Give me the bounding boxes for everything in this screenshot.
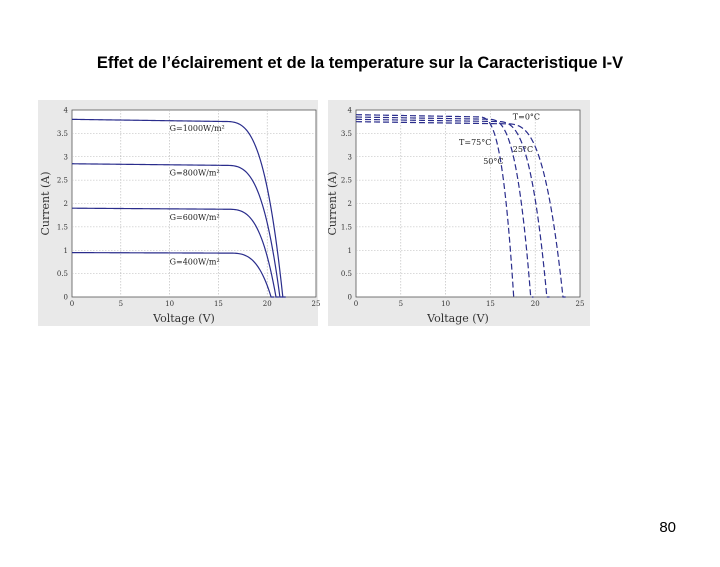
y-tick-label: 3 — [347, 153, 352, 162]
x-tick-label: 5 — [118, 300, 124, 308]
x-tick-label: 0 — [69, 300, 75, 308]
y-axis-label: Current (A) — [326, 171, 339, 236]
x-axis-label: Voltage (V) — [153, 312, 215, 325]
y-tick-label: 0.5 — [340, 270, 352, 279]
x-tick-label: 5 — [398, 300, 404, 308]
x-tick-label: 15 — [485, 300, 495, 308]
series-label-2: G=600W/m² — [169, 212, 220, 222]
y-tick-label: 0 — [63, 293, 68, 302]
iv-chart-temperature — [328, 100, 590, 326]
x-tick-label: 0 — [353, 300, 359, 308]
y-tick-label: 4 — [347, 106, 352, 115]
y-tick-label: 1 — [347, 246, 352, 255]
page-number: 80 — [659, 519, 676, 536]
x-axis-label: Voltage (V) — [427, 312, 489, 325]
y-tick-label: 1 — [63, 246, 68, 255]
series-label-0: T=75°C — [459, 138, 492, 148]
y-axis-label: Current (A) — [39, 171, 52, 236]
y-tick-label: 2 — [347, 200, 352, 208]
y-tick-label: 1.5 — [56, 223, 68, 232]
y-tick-label: 0 — [347, 293, 352, 302]
series-label-3: T=0°C — [512, 112, 541, 122]
x-tick-label: 15 — [213, 300, 223, 308]
x-tick-label: 20 — [262, 300, 272, 308]
y-tick-label: 3.5 — [340, 129, 352, 138]
y-tick-label: 0.5 — [56, 270, 68, 279]
x-tick-label: 10 — [165, 300, 175, 308]
x-tick-label: 25 — [311, 300, 321, 308]
y-tick-label: 1.5 — [340, 223, 352, 232]
series-label-1: G=800W/m² — [169, 168, 220, 178]
x-tick-label: 10 — [441, 300, 451, 308]
y-tick-label: 2.5 — [340, 176, 352, 185]
y-tick-label: 4 — [63, 106, 68, 115]
y-tick-label: 3 — [63, 153, 68, 162]
slide-title: Effet de l’éclairement et de la temperature sur la Caracteristique I-V — [96, 54, 624, 72]
y-tick-label: 2.5 — [56, 176, 68, 185]
series-label-3: G=400W/m² — [169, 257, 220, 267]
y-tick-label: 2 — [63, 200, 68, 208]
y-tick-label: 3.5 — [56, 129, 68, 138]
series-label-1: 50°C — [483, 156, 504, 166]
series-label-2: 25°C — [512, 145, 534, 155]
x-tick-label: 25 — [575, 300, 585, 308]
series-label-0: G=1000W/m² — [169, 124, 225, 134]
iv-chart-irradiance — [38, 100, 321, 326]
x-tick-label: 20 — [530, 300, 540, 308]
